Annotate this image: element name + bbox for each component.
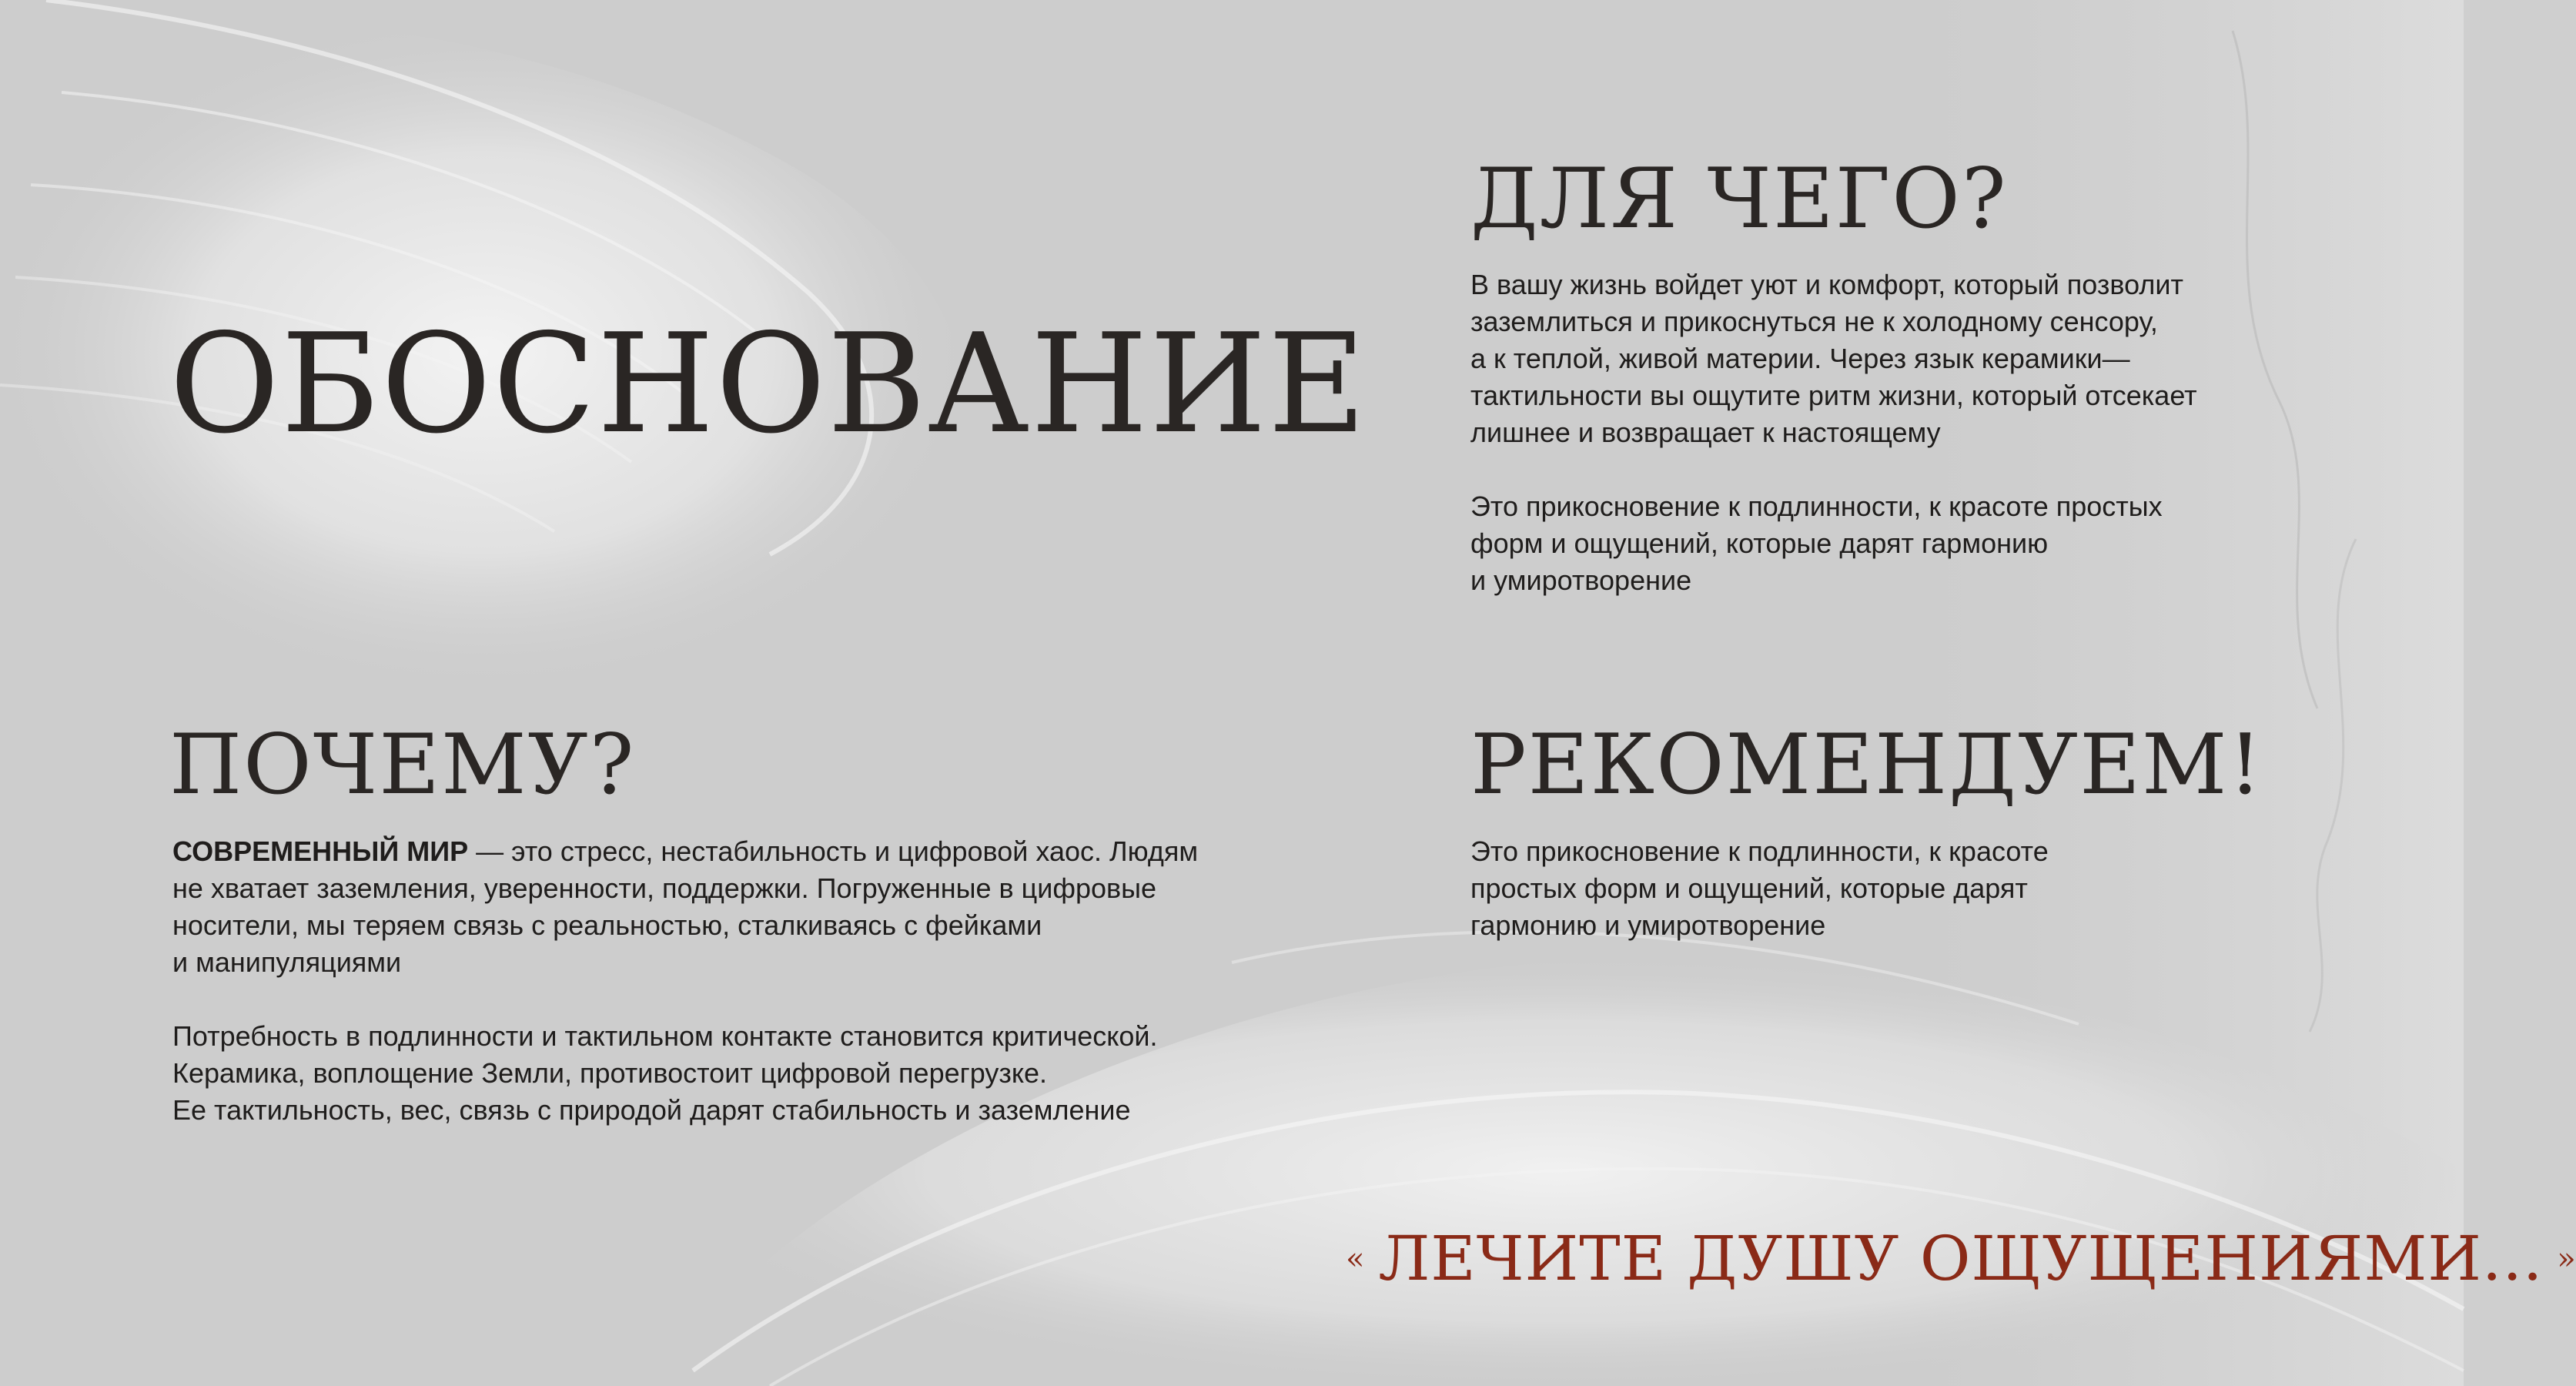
why-heading: ПОЧЕМУ? [169, 717, 636, 813]
why-paragraph-1-rest: — это стресс, нестабильность и цифровой хаос. Людям не хватает заземления, уверенности, поддержки. Погруженные в цифровые носители, мы теряем связь с реальностью, сталкиваясь с фейками и манипуляциями [172, 835, 1199, 978]
recommend-heading: РЕКОМЕНДУЕМ! [1470, 717, 2263, 813]
for-what-paragraph-1: В вашу жизнь войдет уют и комфорт, который позволит заземлиться и прикоснуться не к холодному сенсору, а к теплой, живой материи. Через язык керамики— тактильности вы ощутите ритм жизни, который отсекает лишнее и возвращает к настоящему [1470, 269, 2197, 448]
for-what-heading: ДЛЯ ЧЕГО? [1470, 151, 2008, 247]
close-quote-mark: » [2557, 1241, 2576, 1277]
recommend-paragraph: Это прикосновение к подлинности, к красоте простых форм и ощущений, которые дарят гармонию и умиротворение [1470, 835, 2049, 941]
why-lead-bold: СОВРЕМЕННЫЙ МИР [172, 835, 469, 867]
for-what-paragraph-2: Это прикосновение к подлинности, к красоте простых форм и ощущений, которые дарят гармонию и умиротворение [1470, 490, 2163, 596]
footer-quote-text: ЛЕЧИТЕ ДУШУ ОЩУЩЕНИЯМИ... [1378, 1223, 2544, 1294]
page-title: ОБОСНОВАНИЕ [169, 304, 1368, 464]
for-what-text [1470, 266, 2394, 599]
why-paragraph-1 [172, 833, 1327, 981]
open-quote-mark: « [1346, 1241, 1365, 1277]
why-text [172, 833, 1327, 1129]
recommend-text [1470, 833, 2317, 944]
why-paragraph-2: Потребность в подлинности и тактильном контакте становится критической. Керамика, воплощение Земли, противостоит цифровой перегрузке. Ее тактильность, вес, связь с природой дарят стабильность и заземление [172, 1020, 1158, 1126]
footer-quote [1332, 1223, 2576, 1294]
